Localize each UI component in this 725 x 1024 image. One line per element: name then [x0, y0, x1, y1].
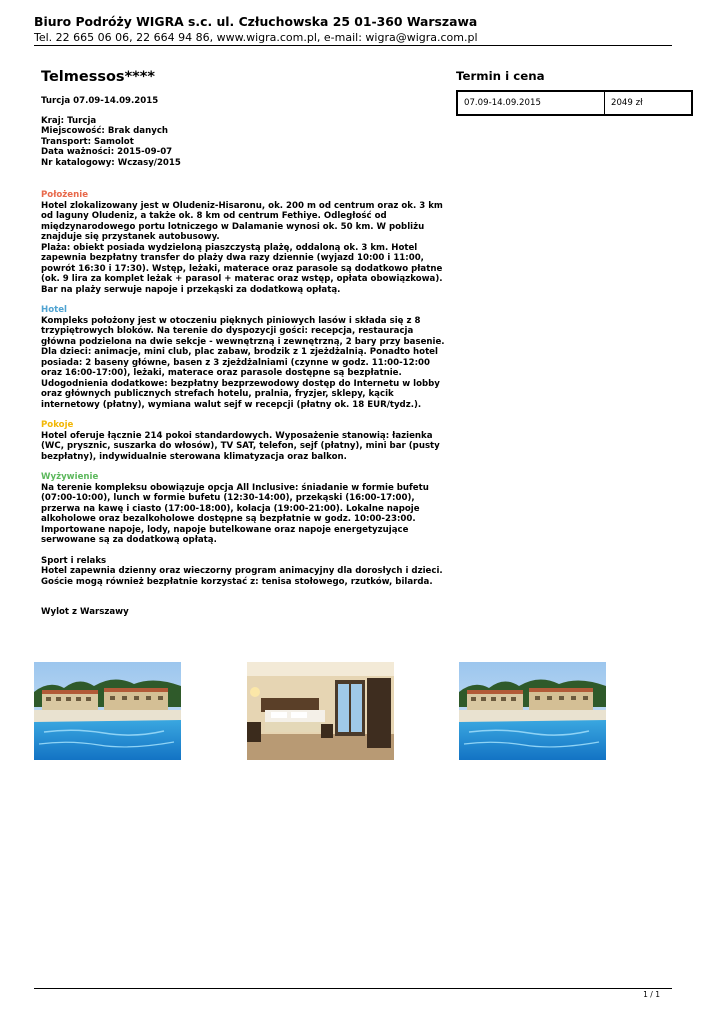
section-sport [41, 556, 446, 588]
pricing-table [456, 90, 693, 116]
section-hotel [41, 305, 446, 410]
document-header [34, 14, 672, 45]
detail-valid-date: Data ważności: 2015-09-07 [41, 147, 173, 157]
pricing-title: Termin i cena [456, 69, 545, 83]
trip-summary: Turcja 07.09-14.09.2015 [41, 96, 159, 106]
term-price: 2049 zł [605, 91, 693, 115]
offer-description [41, 68, 446, 618]
page-number: 1 / 1 [643, 990, 660, 999]
offer-details [41, 116, 446, 169]
section-text: Hotel oferuje łącznie 214 pokoi standardowych. Wyposażenie stanowią: łazienka (WC, prysznic, suszarka do włosów), TV SAT, telefon, sejf (płatny), mini bar (pusty bezpłatny), indywidualnie sterowana klimatyzacja oraz balkon. [41, 430, 440, 462]
pricing-panel [456, 68, 694, 116]
section-location [41, 190, 446, 295]
section-meals [41, 472, 446, 546]
section-text: Na terenie kompleksu obowiązuje opcja All Inclusive: śniadanie w formie bufetu (07:00-10:00), lunch w formie bufetu (12:30-14:00), przekąski (16:00-17:00), przerwa na kawę i ciasto (17:00-18:00), kolacja (19:00-21:00). Lokalne napoje alkoholowe oraz bezalkoholowe dostępne są bezpłatnie w godz. 10:00-23:00. Importowane napoje, lody, napoje butelkowane oraz napoje energetyzujące serwowane są za dodatkową opłatą. [41, 482, 429, 545]
detail-transport: Transport: Samolot [41, 136, 134, 147]
agency-name: Biuro Podróży WIGRA s.c. ul. Człuchowska 25 01-360 Warszawa [34, 14, 478, 29]
section-text: Hotel zlokalizowany jest w Oludeniz-Hisaronu, ok. 200 m od centrum oraz ok. 3 km od laguny Oludeniz, a także ok. 8 km od centrum Fethiye. Odległość od międzynarodowego portu lotniczego w Dalamanie wynosi ok. 50 km. W pobliżu znajduje się przystanek autobusowy. Plaża: obiekt posiada wydzieloną piaszczystą plażę, oddaloną ok. 3 km. Hotel zapewnia bezpłatny transfer do plaży dwa razy dziennie (wyjazd 10:00 i 11:00, powrót 16:30 i 17:30). Wstęp, leżaki, materace oraz parasole są dodatkowo płatne (ok. 9 lira za komplet leżak + parasol + materac oraz wstęp, opłata obowiązkowa). Bar na plaży serwuje napoje i przekąski za dodatkową opłatą. [41, 200, 443, 295]
hotel-name: Telmessos**** [41, 69, 155, 85]
footer-divider [34, 988, 672, 989]
detail-catalog-number: Nr katalogowy: Wczasy/2015 [41, 157, 181, 168]
photo-pool-1 [34, 662, 181, 760]
departure-info: Wylot z Warszawy [41, 607, 129, 617]
section-heading: Wyżywienie [41, 472, 99, 482]
photo-pool-2 [459, 662, 606, 760]
detail-country: Kraj: Turcja [41, 115, 97, 126]
section-heading: Pokoje [41, 420, 74, 430]
section-text: Kompleks położony jest w otoczeniu pięknych piniowych lasów i składa się z 8 trzypiętrowych bloków. Na terenie do dyspozycji gości: recepcja, restauracja główna podzielona na dwie sekcje - wewnętrzną i zewnętrzną, 2 bary przy basenie. Dla dzieci: animacje, mini club, plac zabaw, brodzik z 1 zjeżdżalnią. Ponadto hotel posiada: 2 baseny główne, basen z 3 zjeżdżalniami (czynne w godz. 11:00-12:00 oraz 16:00-17:00), leżaki, materace oraz parasole dostępne są bezpłatnie. Udogodnienia dodatkowe: bezpłatny bezprzewodowy dostęp do Internetu w lobby oraz głównych publicznych strefach hotelu, pralnia, fryzjer, sklepy, kącik internetowy (płatny), wymiana walut sejf w recepcji (płatny ok. 18 EUR/tydz.). [41, 315, 445, 410]
section-heading: Położenie [41, 190, 89, 200]
detail-location: Miejscowość: Brak danych [41, 126, 169, 136]
photo-room [247, 662, 394, 760]
agency-contact: Tel. 22 665 06 06, 22 664 94 86, www.wigra.com.pl, e-mail: wigra@wigra.com.pl [34, 31, 478, 44]
section-rooms [41, 420, 446, 462]
header-divider [34, 45, 672, 46]
table-row [457, 91, 692, 115]
section-text: Hotel zapewnia dzienny oraz wieczorny program animacyjny dla dorosłych i dzieci. Goście mogą również bezpłatnie korzystać z: tenisa stołowego, rzutków, bilarda. [41, 566, 443, 587]
term-date: 07.09-14.09.2015 [457, 91, 605, 115]
section-heading: Hotel [41, 305, 67, 315]
section-heading: Sport i relaks [41, 555, 107, 566]
